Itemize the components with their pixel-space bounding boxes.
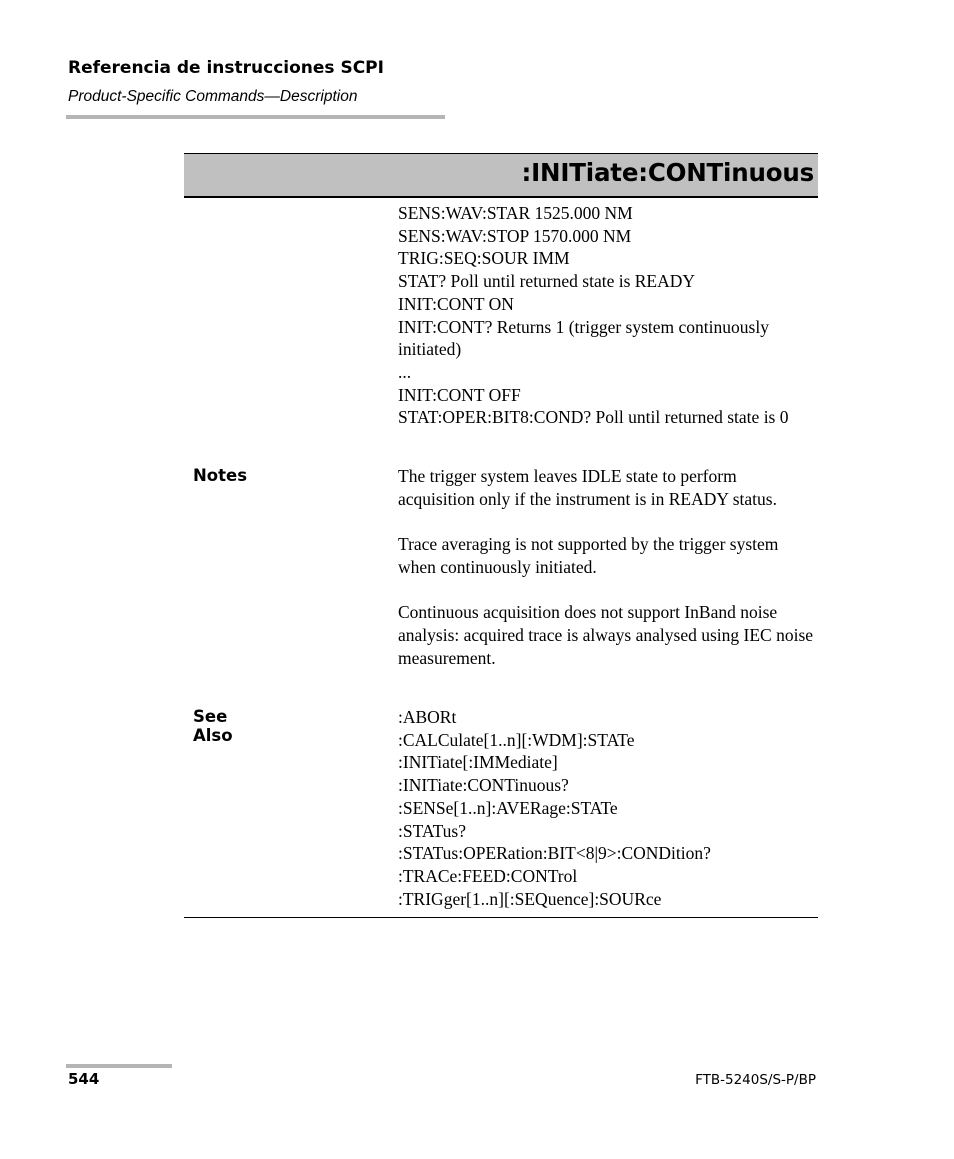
page-number: 544 bbox=[68, 1070, 100, 1088]
example-line: ... bbox=[398, 361, 412, 382]
see-also-list bbox=[398, 706, 814, 910]
see-also-item: :SENSe[1..n]:AVERage:STATe bbox=[398, 797, 618, 818]
see-also-item: :STATus:OPERation:BIT<8|9>:CONDition? bbox=[398, 843, 711, 864]
notes-paragraph: Trace averaging is not supported by the trigger system when continuously initiated. bbox=[398, 534, 779, 577]
example-line: SENS:WAV:STAR 1525.000 NM bbox=[398, 203, 633, 223]
see-also-item: :STATus? bbox=[398, 820, 466, 841]
example-line: STAT? Poll until returned state is READY bbox=[398, 271, 696, 292]
product-model: FTB-5240S/S-P/BP bbox=[695, 1072, 816, 1088]
example-line: STAT:OPER:BIT8:COND? Poll until returned state is 0 bbox=[398, 407, 789, 428]
example-line: INIT:CONT ON bbox=[398, 293, 514, 314]
see-also-item: :TRIGger[1..n][:SEQuence]:SOURce bbox=[398, 888, 662, 909]
see-also-item: :CALCulate[1..n][:WDM]:STATe bbox=[398, 729, 635, 750]
running-header-title: Referencia de instrucciones SCPI bbox=[68, 58, 384, 78]
notes-paragraph: The trigger system leaves IDLE state to perform acquisition only if the instrument is in READY status. bbox=[398, 466, 777, 509]
see-also-label: See Also bbox=[193, 707, 233, 745]
example-line: INIT:CONT OFF bbox=[398, 384, 521, 405]
see-also-item: :TRACe:FEED:CONTrol bbox=[398, 865, 578, 886]
example-line: INIT:CONT? Returns 1 (trigger system continuously initiated) bbox=[398, 316, 769, 360]
command-title: :INITiate:CONTinuous bbox=[521, 158, 814, 187]
header-rule bbox=[66, 115, 445, 119]
example-code bbox=[398, 202, 814, 429]
see-also-item: :ABORt bbox=[398, 707, 457, 727]
notes-text bbox=[398, 465, 814, 669]
footer-rule bbox=[66, 1064, 172, 1068]
see-also-item: :INITiate:CONTinuous? bbox=[398, 775, 569, 796]
running-header-subtitle: Product-Specific Commands—Description bbox=[68, 88, 358, 105]
command-title-band bbox=[184, 153, 818, 198]
example-line: TRIG:SEQ:SOUR IMM bbox=[398, 248, 570, 269]
table-bottom-rule bbox=[184, 917, 818, 918]
see-also-item: :INITiate[:IMMediate] bbox=[398, 752, 558, 773]
example-line: SENS:WAV:STOP 1570.000 NM bbox=[398, 225, 632, 246]
notes-label: Notes bbox=[193, 466, 248, 485]
notes-paragraph: Continuous acquisition does not support InBand noise analysis: acquired trace is always analysed using IEC noise measurement. bbox=[398, 602, 814, 668]
